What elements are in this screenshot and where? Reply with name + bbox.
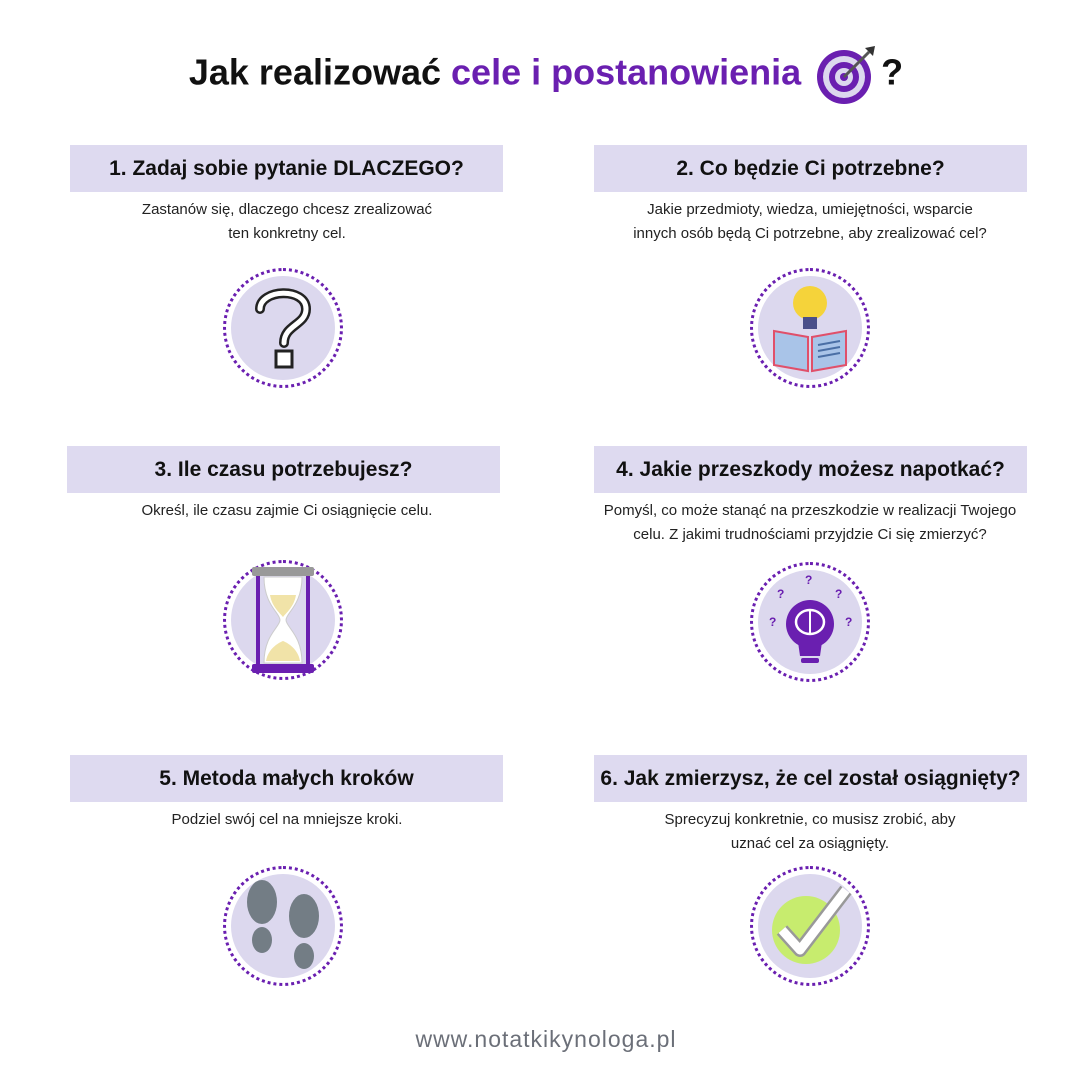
step-3-line1: Określ, ile czasu zajmie Ci osiągnięcie celu. <box>141 502 433 519</box>
website-url[interactable]: www.notatkikynologa.pl <box>415 1026 677 1052</box>
step-3-description <box>52 499 522 523</box>
step-2-description <box>575 198 1045 246</box>
step-4-description <box>575 499 1045 547</box>
step-5-icon-circle <box>223 866 343 986</box>
step-2-line1: Jakie przedmioty, wiedza, umiejętności, wsparcie <box>647 201 973 218</box>
step-4-icon-circle <box>750 562 870 682</box>
step-5-heading: 5. Metoda małych kroków <box>70 755 503 802</box>
step-1-icon-circle <box>223 268 343 388</box>
svg-text:?: ? <box>845 615 853 629</box>
svg-text:?: ? <box>835 587 843 601</box>
step-3-heading: 3. Ile czasu potrzebujesz? <box>67 446 500 493</box>
step-6-line1: Sprecyzuj konkretnie, co musisz zrobić, aby <box>664 811 956 828</box>
step-2-icon-circle <box>750 268 870 388</box>
step-6-description <box>575 808 1045 856</box>
step-4-heading: 4. Jakie przeszkody możesz napotkać? <box>594 446 1027 493</box>
step-4-line1: Pomyśl, co może stanąć na przeszkodzie w realizacji Twojego <box>603 502 1017 519</box>
step-6-heading: 6. Jak zmierzysz, że cel został osiągnięty? <box>594 755 1027 802</box>
step-5-line1: Podziel swój cel na mniejsze kroki. <box>171 811 403 828</box>
lightbulb-book-icon <box>770 283 850 373</box>
svg-text:?: ? <box>805 573 813 587</box>
footprints-icon <box>238 876 328 976</box>
svg-text:?: ? <box>777 587 785 601</box>
target-icon <box>815 44 877 106</box>
step-6-line2: uznać cel za osiągnięty. <box>730 835 890 852</box>
step-1-description <box>52 198 522 246</box>
title-accent-text: cele i postanowienia <box>451 51 802 93</box>
step-1-line1: Zastanów się, dlaczego chcesz zrealizować <box>141 201 433 218</box>
step-6-icon-circle <box>750 866 870 986</box>
step-1-heading: 1. Zadaj sobie pytanie DLACZEGO? <box>70 145 503 192</box>
step-1-line2: ten konkretny cel. <box>228 225 346 242</box>
question-mark-icon <box>248 283 318 373</box>
title-question: ? <box>881 51 904 93</box>
step-5-description <box>52 808 522 832</box>
step-2-line2: innych osób będą Ci potrzebne, aby zrealizować cel? <box>633 225 987 242</box>
brain-bulb-icon <box>765 572 855 672</box>
title-text: Jak realizować <box>188 51 442 93</box>
step-2-heading: 2. Co będzie Ci potrzebne? <box>594 145 1027 192</box>
checkmark-icon <box>760 876 860 976</box>
hourglass-icon <box>248 565 318 675</box>
page-title <box>0 44 1092 106</box>
step-4-line2: celu. Z jakimi trudnościami przyjdzie Ci się zmierzyć? <box>633 526 987 543</box>
svg-text:?: ? <box>769 615 777 629</box>
step-3-icon-circle <box>223 560 343 680</box>
